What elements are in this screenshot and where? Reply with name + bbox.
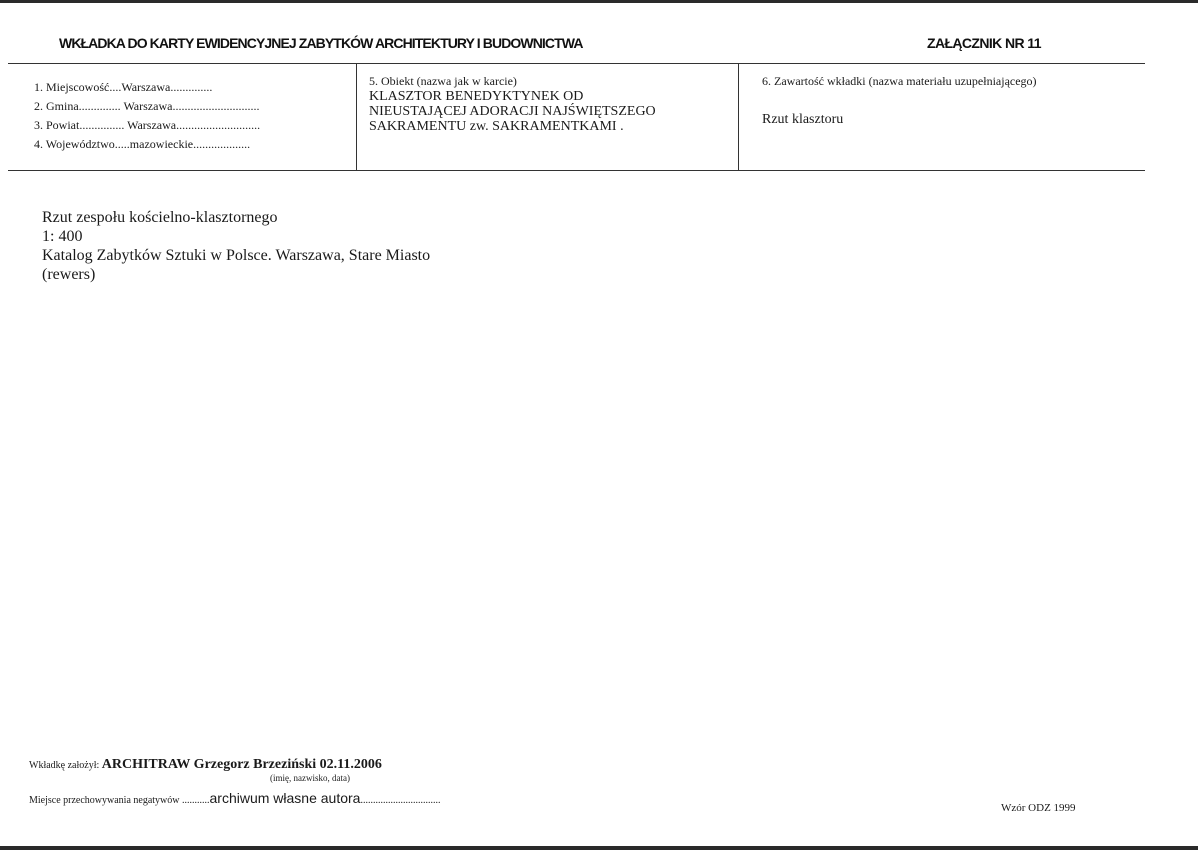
created-by-value: ARCHITRAW Grzegorz Brzeziński 02.11.2006 <box>101 757 382 772</box>
object-label: 5. Obiekt (nazwa jak w karcie) <box>369 74 517 88</box>
description-line: Rzut zespołu kościelno-klasztornego <box>42 209 278 226</box>
object-name-line: NIEUSTAJĄCEJ ADORACJI NAJŚWIĘTSZEGO <box>369 104 656 119</box>
content-label: 6. Zawartość wkładki (nazwa materiału uzupełniającego) <box>762 74 1037 88</box>
description-line: 1: 400 <box>42 228 83 245</box>
content-value: Rzut klasztoru <box>762 112 844 127</box>
created-by-line <box>29 757 382 773</box>
object-name <box>369 89 729 134</box>
storage-dots: ................................ <box>360 795 441 806</box>
form-version: Wzór ODZ 1999 <box>1001 802 1076 814</box>
scan-edge-bottom <box>0 846 1198 850</box>
table-rule-bottom <box>8 170 1145 171</box>
table-divider-1 <box>356 63 357 170</box>
description-block <box>42 208 430 284</box>
table-divider-2 <box>738 63 739 170</box>
location-commune: 2. Gmina.............. Warszawa............................. <box>34 99 260 113</box>
storage-value: archiwum własne autora <box>209 790 361 806</box>
object-section <box>369 74 729 134</box>
description-line: (rewers) <box>42 266 96 283</box>
location-voivodeship: 4. Województwo.....mazowieckie................... <box>34 137 251 151</box>
location-city: 1. Miejscowość....Warszawa.............. <box>34 80 213 94</box>
storage-label: Miejsce przechowywania negatywów ........... <box>29 795 210 806</box>
form-title: WKŁADKA DO KARTY EWIDENCYJNEJ ZABYTKÓW ARCHITEKTURY I BUDOWNICTWA <box>59 35 583 51</box>
location-section <box>34 78 260 154</box>
annex-number: ZAŁĄCZNIK NR 11 <box>927 35 1041 51</box>
object-name-line: SAKRAMENTU zw. SAKRAMENTKAMI . <box>369 119 624 134</box>
created-by-label: Wkładkę założył: <box>29 760 100 771</box>
scan-edge-top <box>0 0 1198 3</box>
table-rule-top <box>8 63 1145 64</box>
storage-line <box>29 790 440 806</box>
description-line: Katalog Zabytków Sztuki w Polsce. Warszawa, Stare Miasto <box>42 247 431 264</box>
content-section <box>762 74 1142 128</box>
object-name-line: KLASZTOR BENEDYKTYNEK OD <box>369 89 584 104</box>
location-district: 3. Powiat............... Warszawa............................ <box>34 118 261 132</box>
created-by-hint: (imię, nazwisko, data) <box>270 773 350 783</box>
